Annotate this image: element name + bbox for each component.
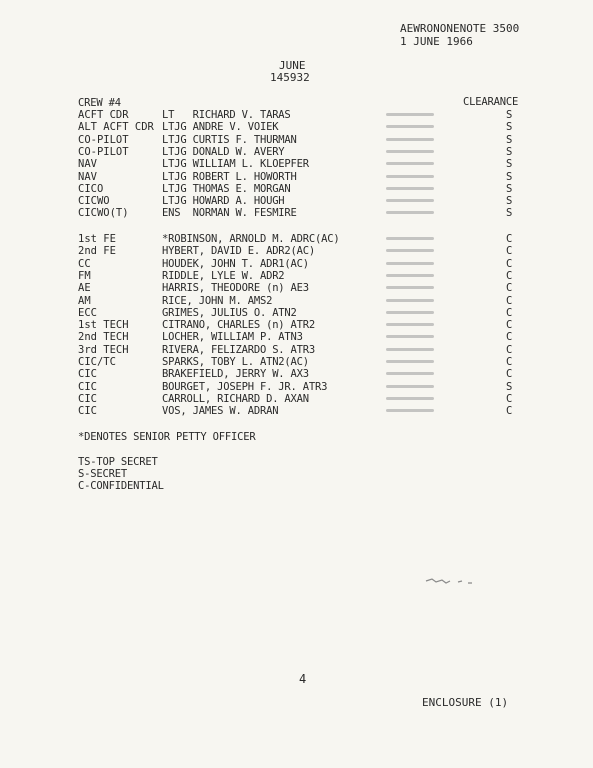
roster-row xyxy=(78,295,523,307)
clearance-code: C xyxy=(506,282,513,295)
redaction-mark xyxy=(386,311,434,314)
crew-position: ACFT CDR xyxy=(78,109,129,121)
ink-smudge xyxy=(424,576,476,586)
crew-member-name: RIDDLE, LYLE W. ADR2 xyxy=(162,269,285,282)
redaction-mark xyxy=(386,125,434,128)
crew-position: NAV xyxy=(78,170,97,183)
redaction-mark xyxy=(386,113,434,116)
clearance-code: S xyxy=(506,380,513,393)
crew-member-name: LTJG ROBERT L. HOWORTH xyxy=(162,170,297,183)
crew-position: FM xyxy=(78,269,91,282)
roster-row xyxy=(78,121,523,133)
crew-position: 3rd TECH xyxy=(78,343,129,356)
redaction-mark xyxy=(386,274,434,277)
redaction-mark xyxy=(386,409,434,412)
redaction-mark xyxy=(386,138,434,141)
clearance-code: C xyxy=(506,294,513,307)
document-reference: AEWRONONENOTE 3500 xyxy=(400,22,520,35)
crew-member-name: SPARKS, TOBY L. ATN2(AC) xyxy=(162,356,309,368)
redaction-mark xyxy=(386,323,434,326)
crew-position: CICWO xyxy=(78,195,110,208)
clearance-code: S xyxy=(506,133,513,146)
redaction-mark xyxy=(386,397,434,400)
clearance-code: C xyxy=(506,245,513,258)
roster-row xyxy=(78,405,523,417)
crew-position: CIC xyxy=(78,380,97,393)
clearance-code: S xyxy=(506,195,513,208)
redaction-mark xyxy=(386,249,434,252)
crew-member-name: HYBERT, DAVID E. ADR2(AC) xyxy=(162,245,316,258)
redaction-mark xyxy=(386,175,434,178)
crew-position: CICO xyxy=(78,182,104,195)
crew-member-name: LTJG ANDRE V. VOIEK xyxy=(162,121,279,134)
roster-row xyxy=(78,109,523,121)
crew-member-name: HARRIS, THEODORE (n) AE3 xyxy=(162,282,309,295)
crew-member-name: LT RICHARD V. TARAS xyxy=(162,109,291,121)
clearance-code: S xyxy=(506,182,513,195)
clearance-code: C xyxy=(506,368,513,381)
crew-position: CICWO(T) xyxy=(78,207,129,220)
clearance-code: C xyxy=(506,306,513,319)
crew-position: CO-PILOT xyxy=(78,133,129,146)
roster-row xyxy=(78,331,523,343)
redaction-mark xyxy=(386,187,434,190)
clearance-code: C xyxy=(506,343,513,356)
legend-top-secret: TS-TOP SECRET xyxy=(78,456,158,468)
redaction-mark xyxy=(386,237,434,240)
crew-member-name: LTJG DONALD W. AVERY xyxy=(162,145,285,158)
crew-member-name: CARROLL, RICHARD D. AXAN xyxy=(162,392,309,405)
clearance-code: C xyxy=(506,257,513,270)
redaction-mark xyxy=(386,385,434,388)
roster-row xyxy=(78,245,523,257)
page-number: 4 xyxy=(299,672,307,686)
crew-position: 1st FE xyxy=(78,233,116,245)
roster-row xyxy=(78,270,523,282)
crew-position: 2nd TECH xyxy=(78,331,129,344)
clearance-code: C xyxy=(506,356,513,368)
redaction-mark xyxy=(386,335,434,338)
crew-position: AE xyxy=(78,282,91,295)
legend-confidential: C-CONFIDENTIAL xyxy=(78,480,164,492)
clearance-code: C xyxy=(506,269,513,282)
crew-position: ECC xyxy=(78,306,97,319)
roster-row xyxy=(78,319,523,331)
clearance-code: C xyxy=(506,233,513,245)
redaction-mark xyxy=(386,372,434,375)
crew-position: ALT ACFT CDR xyxy=(78,121,154,134)
crew-member-name: ENS NORMAN W. FESMIRE xyxy=(162,207,297,220)
roster-row xyxy=(78,146,523,158)
crew-position: CO-PILOT xyxy=(78,145,129,158)
roster-row xyxy=(78,393,523,405)
callsign-month: JUNE xyxy=(279,59,306,72)
crew-member-name: LOCHER, WILLIAM P. ATN3 xyxy=(162,331,303,344)
crew-position: CIC xyxy=(78,368,97,381)
roster-row xyxy=(78,134,523,146)
crew-member-name: LTJG WILLIAM L. KLOEPFER xyxy=(162,158,309,171)
redaction-mark xyxy=(386,211,434,214)
crew-member-name: RIVERA, FELIZARDO S. ATR3 xyxy=(162,343,316,356)
roster-row xyxy=(78,233,523,245)
crew-member-name: RICE, JOHN M. AMS2 xyxy=(162,294,273,307)
crew-member-name: LTJG CURTIS F. THURMAN xyxy=(162,133,297,146)
clearance-code: S xyxy=(506,145,513,158)
footnote: *DENOTES SENIOR PETTY OFFICER xyxy=(78,431,256,443)
redaction-mark xyxy=(386,150,434,153)
clearance-code: S xyxy=(506,207,513,220)
redaction-mark xyxy=(386,162,434,165)
roster-row xyxy=(78,195,523,207)
roster-row xyxy=(78,356,523,368)
redaction-mark xyxy=(386,299,434,302)
roster-row xyxy=(78,381,523,393)
crew-heading: CREW #4 xyxy=(78,97,121,109)
legend-secret: S-SECRET xyxy=(78,468,127,480)
redaction-mark xyxy=(386,199,434,202)
crew-position: CIC/TC xyxy=(78,356,116,368)
roster-row xyxy=(78,307,523,319)
crew-position: CIC xyxy=(78,392,97,405)
callsign-number: 145932 xyxy=(270,71,310,84)
enclosure-label: ENCLOSURE (1) xyxy=(422,696,509,709)
clearance-code: S xyxy=(506,170,513,183)
clearance-code: C xyxy=(506,405,513,418)
roster-row xyxy=(78,183,523,195)
clearance-code: S xyxy=(506,109,513,121)
crew-member-name: LTJG HOWARD A. HOUGH xyxy=(162,195,285,208)
crew-member-name: CITRANO, CHARLES (n) ATR2 xyxy=(162,319,316,332)
roster-row xyxy=(78,344,523,356)
crew-position: CC xyxy=(78,257,91,270)
crew-member-name: VOS, JAMES W. ADRAN xyxy=(162,405,279,418)
crew-position: CIC xyxy=(78,405,97,418)
clearance-code: S xyxy=(506,158,513,171)
clearance-code: S xyxy=(506,121,513,134)
roster-row xyxy=(78,368,523,380)
roster-row xyxy=(78,171,523,183)
crew-position: NAV xyxy=(78,158,97,171)
clearance-code: C xyxy=(506,392,513,405)
document-date: 1 JUNE 1966 xyxy=(400,35,473,48)
clearance-code: C xyxy=(506,331,513,344)
crew-position: 1st TECH xyxy=(78,319,129,332)
crew-position: 2nd FE xyxy=(78,245,116,258)
roster-row xyxy=(78,258,523,270)
crew-member-name: BOURGET, JOSEPH F. JR. ATR3 xyxy=(162,380,328,393)
crew-member-name: *ROBINSON, ARNOLD M. ADRC(AC) xyxy=(162,233,340,245)
crew-member-name: BRAKEFIELD, JERRY W. AX3 xyxy=(162,368,309,381)
clearance-code: C xyxy=(506,319,513,332)
roster-row xyxy=(78,207,523,219)
crew-member-name: LTJG THOMAS E. MORGAN xyxy=(162,182,291,195)
roster-row xyxy=(78,282,523,294)
crew-position: AM xyxy=(78,294,91,307)
redaction-mark xyxy=(386,348,434,351)
redaction-mark xyxy=(386,286,434,289)
redaction-mark xyxy=(386,262,434,265)
crew-member-name: HOUDEK, JOHN T. ADR1(AC) xyxy=(162,257,309,270)
roster-row xyxy=(78,158,523,170)
crew-member-name: GRIMES, JULIUS O. ATN2 xyxy=(162,306,297,319)
redaction-mark xyxy=(386,360,434,363)
clearance-heading: CLEARANCE xyxy=(463,96,519,108)
